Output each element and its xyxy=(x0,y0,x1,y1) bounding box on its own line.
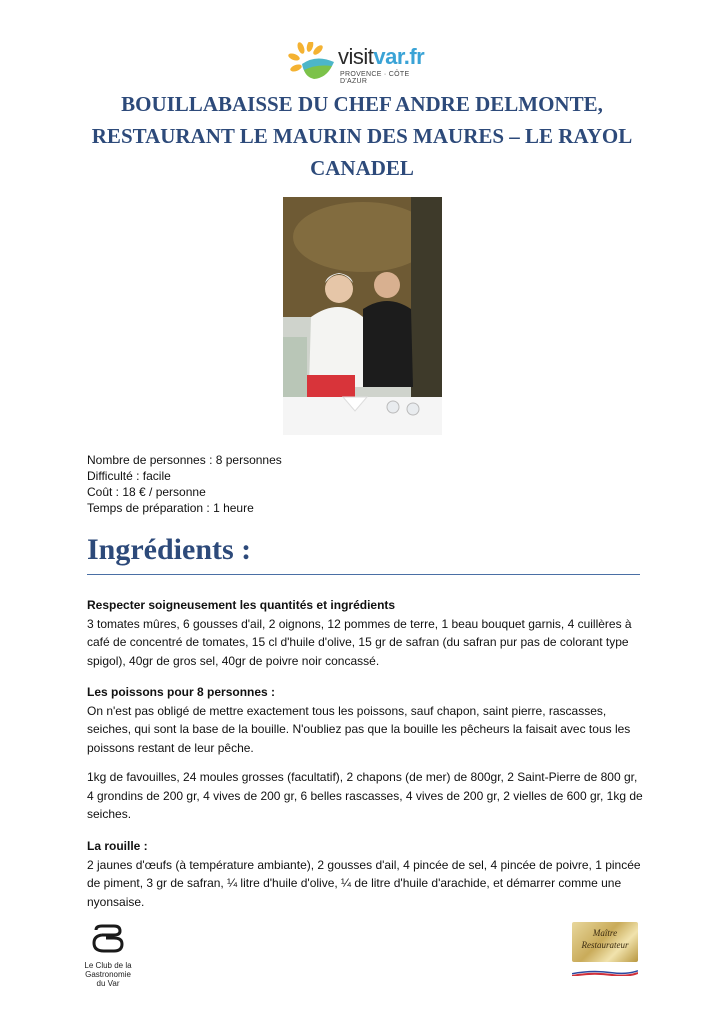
tricolor-ribbon-icon xyxy=(572,970,638,976)
maitre-line-1: Maître xyxy=(592,928,618,938)
respect-block xyxy=(87,596,647,670)
club-gastronomie-logo xyxy=(78,924,138,988)
poissons-block xyxy=(87,683,647,757)
ingredients-heading: Ingrédients : xyxy=(87,533,252,566)
rouille-heading: La rouille : xyxy=(87,839,148,853)
maitre-line-2: Restaurateur xyxy=(581,940,629,950)
logo-tagline: PROVENCE · CÔTE D'AZUR xyxy=(340,71,410,85)
cost-text: Coût : 18 € / personne xyxy=(87,485,206,499)
sun-wave-icon xyxy=(288,42,338,84)
chef-photo xyxy=(283,197,442,435)
respect-heading: Respecter soigneusement les quantités et ingrédients xyxy=(87,598,396,612)
heading-rule xyxy=(87,574,640,575)
logo-brand: visitvar.fr xyxy=(338,44,425,69)
fish-list-text: 1kg de favouilles, 24 moules grosses (facultatif), 2 chapons (de mer) de 800gr, 2 Saint-Pierre de 800 gr, 4 grondins de 200 gr, 4 vives de 200 gr, 6 belles rascasses, 4 vives de 200 gr, 2 vielles de 600 gr, 1kg de seiches. xyxy=(87,770,643,821)
prep-time-text: Temps de préparation : 1 heure xyxy=(87,501,254,515)
difficulty-text: Difficulté : facile xyxy=(87,469,171,483)
poissons-text: On n'est pas obligé de mettre exactement tous les poissons, sauf chapon, saint pierre, rascasses, seiches, qui sont la base de la bouille. N'oubliez pas que la bouille les pêcheurs la faisait avec tous les poissons restant de leur pêche. xyxy=(87,703,631,755)
club-monogram-icon xyxy=(90,924,126,954)
servings-text: Nombre de personnes : 8 personnes xyxy=(87,453,282,467)
recipe-info xyxy=(87,452,282,516)
respect-text: 3 tomates mûres, 6 gousses d'ail, 2 oignons, 12 pommes de terre, 1 beau bouquet garnis, 4 cuillères à café de concentré de tomates, 15 cl d'huile d'olive, 15 gr de safran (du safran pur pas de colorant type spigol), 40gr de gros sel, 40gr de poivre noir concassé. xyxy=(87,616,632,668)
poissons-heading: Les poissons pour 8 personnes : xyxy=(87,685,276,699)
rouille-block xyxy=(87,837,647,911)
visitvar-logo xyxy=(288,42,438,84)
maitre-restaurateur-badge xyxy=(572,922,638,978)
recipe-title: BOUILLABAISSE DU CHEF ANDRE DELMONTE, RESTAURANT LE MAURIN DES MAURES – LE RAYOL CANADEL xyxy=(91,92,633,180)
club-line-2: Gastronomie xyxy=(85,970,131,979)
club-line-1: Le Club de la xyxy=(84,961,132,970)
rouille-text: 2 jaunes d'œufs (à température ambiante), 2 gousses d'ail, 4 pincée de sel, 4 pincée de poivre, 1 pincée de piment, 3 gr de safran, ¼ litre d'huile d'olive, ¼ de litre d'huile d'arachide, et démarrer comme une nyonsaise. xyxy=(87,857,641,909)
club-line-3: du Var xyxy=(96,979,120,988)
fish-list-block xyxy=(87,768,647,824)
